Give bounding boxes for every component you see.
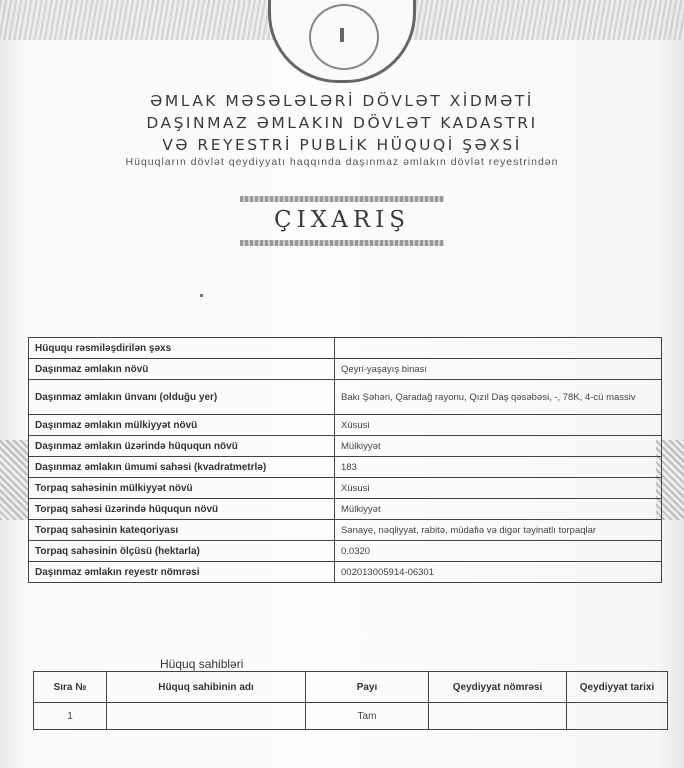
row-label: Hüququ rəsmiləşdirilən şəxs: [29, 338, 335, 359]
row-value: 0.0320: [335, 541, 662, 562]
cell-share: Tam: [306, 703, 429, 730]
owners-table: [33, 671, 668, 730]
cell-owner-name: [107, 703, 306, 730]
column-header: Sıra №: [34, 672, 107, 703]
left-decorative-band: [0, 440, 28, 520]
row-value: Mülkiyyət: [335, 436, 662, 457]
owners-section-title: Hüquq sahibləri: [160, 657, 244, 671]
emblem-seal-circle: [309, 4, 379, 70]
row-label: Daşınmaz əmlakın ünvanı (olduğu yer): [29, 380, 335, 415]
title-ornament-bottom: [240, 240, 444, 246]
column-header: Qeydiyyat nömrəsi: [429, 672, 567, 703]
table-row: [29, 415, 662, 436]
table-row: [29, 436, 662, 457]
stray-mark: [200, 294, 203, 297]
row-value: Sənaye, nəqliyyat, rabitə, müdafiə və digər təyinatlı torpaqlar: [335, 520, 662, 541]
row-label: Torpaq sahəsinin kateqoriyası: [29, 520, 335, 541]
cell-registration-number: [429, 703, 567, 730]
row-value: Xüsusi: [335, 415, 662, 436]
header-line-2: DAŞINMAZ ƏMLAKIN DÖVLƏT KADASTRI: [146, 114, 538, 132]
header-line-1: ƏMLAK MƏSƏLƏLƏRİ DÖVLƏT XİDMƏTİ: [150, 92, 534, 110]
cell-order-number: 1: [34, 703, 107, 730]
column-header: Payı: [306, 672, 429, 703]
row-value: Bakı Şəhəri, Qaradağ rayonu, Qızıl Daş qəsəbəsi, -, 78K, 4-cü massiv: [335, 380, 662, 415]
row-label: Daşınmaz əmlakın növü: [29, 359, 335, 380]
row-value: 002013005914-06301: [335, 562, 662, 583]
row-label: Daşınmaz əmlakın reyestr nömrəsi: [29, 562, 335, 583]
row-label: Torpaq sahəsi üzərində hüququn növü: [29, 499, 335, 520]
table-row: [29, 562, 662, 583]
property-info-table: [28, 337, 662, 583]
table-row: [29, 359, 662, 380]
column-header: Hüquq sahibinin adı: [107, 672, 306, 703]
row-value: Mülkiyyət: [335, 499, 662, 520]
state-emblem: [268, 0, 416, 83]
table-row: [29, 499, 662, 520]
column-header: Qeydiyyat tarixi: [567, 672, 668, 703]
row-label: Daşınmaz əmlakın üzərində hüququn növü: [29, 436, 335, 457]
row-label: Daşınmaz əmlakın mülkiyyət növü: [29, 415, 335, 436]
row-label: Daşınmaz əmlakın ümumi sahəsi (kvadratmetrlə): [29, 457, 335, 478]
table-row: [29, 380, 662, 415]
emblem-mark: [340, 28, 344, 42]
document-title: ÇIXARIŞ: [273, 207, 410, 233]
header-subtitle: Hüquqların dövlət qeydiyyatı haqqında daşınmaz əmlakın dövlət reyestrindən: [125, 156, 559, 168]
table-header-row: [34, 672, 668, 703]
table-row: [34, 703, 668, 730]
table-row: [29, 520, 662, 541]
row-label: Torpaq sahəsinin mülkiyyət növü: [29, 478, 335, 499]
row-value: Qeyri-yaşayış binası: [335, 359, 662, 380]
header-line-3: VƏ REYESTRİ PUBLİK HÜQUQİ ŞƏXSİ: [162, 136, 522, 154]
row-value: [335, 338, 662, 359]
row-value: 183: [335, 457, 662, 478]
table-row: [29, 541, 662, 562]
table-row: [29, 478, 662, 499]
table-row: [29, 457, 662, 478]
cell-registration-date: [567, 703, 668, 730]
table-row: [29, 338, 662, 359]
row-label: Torpaq sahəsinin ölçüsü (hektarla): [29, 541, 335, 562]
row-value: Xüsusi: [335, 478, 662, 499]
